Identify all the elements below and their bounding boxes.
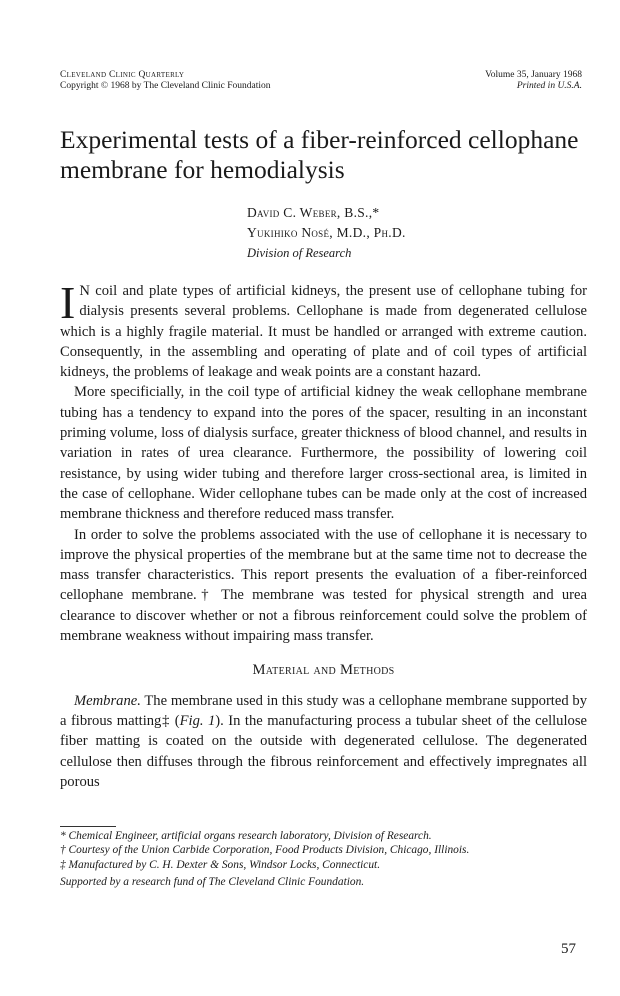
subsection-lead: Membrane. (74, 692, 141, 709)
intro-paragraph-text: coil and plate types of artificial kidneys, the present use of cellophane tubing for dialysis presents several problems. Cellophane is made from degenerated cellulose which is a highly fragile material. It must be handled or arranged with extreme caution. Consequently, in the assembling and operating of plate and of coil types of artificial kidneys, the problems of leakage and weak points are a constant hazard. (60, 283, 587, 381)
footnote: * Chemical Engineer, artificial organs research laboratory, Division of Research. (60, 830, 432, 842)
body-paragraph: More specificially, in the coil type of artificial kidney the weak cellophane membrane tubing has a tendency to expand into the pores of the spacer, resulting in an inconstant priming volume, loss of dialysis surface, greater thickness of blood channel, and results in variation in rates of urea clearance. Furthermore, the possibility of lowering coil resistance, by using wider tubing and therefore larger cross-sectional area, is limited in the case of cellophane. Wider cellophane tubes can be made only at the cost of increased membrane thickness and therefore reduced mass transfer. (60, 384, 587, 523)
funding-note: Supported by a research fund of The Cleveland Clinic Foundation. (60, 875, 365, 888)
article-title: Experimental tests of a fiber-reinforced cellophane membrane for hemodialysis (60, 125, 579, 184)
body-paragraph: In order to solve the problems associated with the use of cellophane it is necessary to improve the physical properties of the membrane but at the same time not to decrease the mass transfer characteristics. This report presents the evaluation of a fiber-reinforced cellophane membrane.† The membrane was tested for physical strength and urea clearance to discover whether or not a fibrous reinforcement could solve the problem of membrane weakness without impairing mass transfer. (60, 526, 587, 645)
intro-paragraph (60, 277, 587, 382)
author-name: David C. Weber, B.S.,* (247, 205, 380, 220)
footnote-divider (60, 826, 116, 827)
section-heading: Material and Methods (252, 662, 395, 679)
running-header-right (485, 70, 582, 91)
footnote: ‡ Manufactured by C. H. Dexter & Sons, Windsor Locks, Connecticut. (60, 858, 381, 871)
printed-line: Printed in U.S.A. (516, 80, 582, 91)
figure-reference-link[interactable]: Fig. 1 (179, 712, 216, 729)
volume-line: Volume 35, January 1968 (485, 70, 582, 80)
page-number: 57 (561, 941, 576, 957)
methods-paragraph (60, 691, 587, 792)
footnote: † Courtesy of the Union Carbide Corporation, Food Products Division, Chicago, Illinois. (60, 844, 470, 857)
author-name: Yukihiko Nosé, M.D., Ph.D. (247, 225, 406, 240)
footnotes (60, 829, 600, 889)
copyright-line: Copyright © 1968 by The Cleveland Clinic Foundation (60, 80, 271, 91)
drop-cap-word-rest: N (79, 283, 90, 299)
methods-text: The membrane used in this study was a cellophane membrane supported by a fibrous matting‡ ( (60, 692, 587, 729)
running-header-left (60, 70, 270, 91)
article-body (60, 277, 587, 792)
methods-text: ). In the manufacturing process a tubular sheet of the cellulose fiber matting is coated on the outside with degenerated cellulose. The degenerated cellulose then diffuses through the fibrous reinforcement and effectively impregnates all porous (60, 712, 587, 790)
author-affiliation: Division of Research (247, 246, 352, 260)
author-block (247, 203, 406, 263)
journal-name: Cleveland Clinic Quarterly (60, 70, 185, 80)
drop-cap: I (60, 277, 76, 328)
